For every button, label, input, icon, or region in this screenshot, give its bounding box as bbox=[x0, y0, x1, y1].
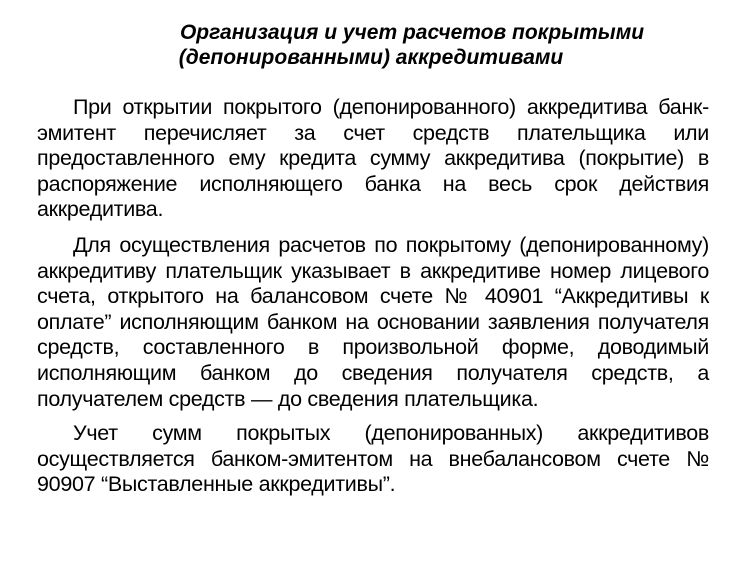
title-line-2: (депонированными) аккредитивами bbox=[178, 46, 564, 69]
slide-body bbox=[37, 95, 709, 498]
paragraph-covered-letter-opening: При открытии покрытого (депонированного) аккредитива банк-эмитент перечисляет за счет средств плательщика или предоставленного ему кредита сумму аккредитива (покрытие) в распоряжение исполняющего банка на весь срок действия аккредитива. bbox=[37, 95, 709, 222]
slide-title bbox=[0, 20, 750, 70]
paragraph-accounting: Учет сумм покрытых (депонированных) аккредитивов осуществляется банком-эмитентом на внебалансовом счете № 90907 “Выставленные аккредитивы”. bbox=[37, 421, 709, 497]
title-line-1: Организация и учет расчетов покрытыми bbox=[179, 21, 645, 44]
paragraph-settlement-procedure: Для осуществления расчетов по покрытому (депонированному) аккредитиву плательщик указывает в аккредитиве номер лицевого счета, открытого на балансовом счете № 40901 “Аккредитивы к оплате” исполняющим банком на основании заявления получателя средств, составленного в произвольной форме, доводимый исполняющим банком до сведения получателя средств, а получателем средств — до сведения плательщика. bbox=[37, 232, 709, 411]
